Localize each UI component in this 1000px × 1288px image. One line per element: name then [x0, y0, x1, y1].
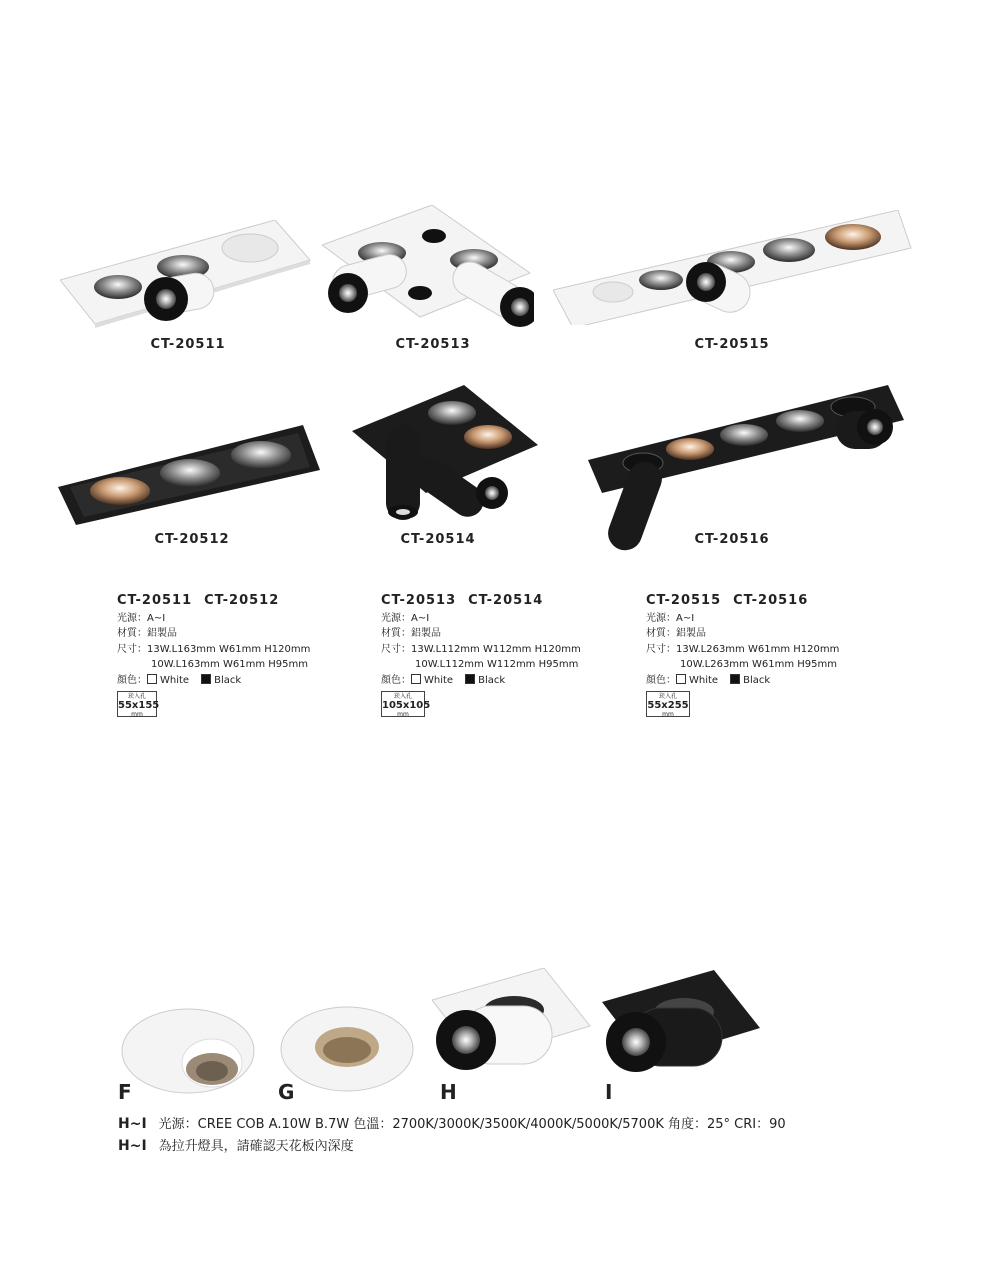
light-source-f-image	[120, 1005, 260, 1095]
spec-size: 10W.L112mm W112mm H95mm	[415, 659, 579, 670]
spec-color: 顏色： White Black	[646, 674, 771, 686]
white-swatch-icon	[676, 674, 686, 684]
spec-block	[646, 593, 839, 717]
spec-note	[118, 1135, 354, 1154]
model-label: CT-20515	[694, 337, 770, 352]
model-label: CT-20516	[694, 532, 770, 547]
light-source-letter: H	[440, 1080, 457, 1104]
product-image-ct-20516	[588, 385, 908, 555]
spec-material: 材質：鋁製品	[646, 628, 706, 639]
spec-models: CT-20515 CT-20516	[646, 593, 809, 608]
light-source-letter: F	[118, 1080, 132, 1104]
light-source-i-image	[602, 970, 762, 1080]
cutout-badge: 崁入孔 105x105 mm	[382, 693, 431, 718]
spec-size: 尺寸：13W.L163mm W61mm H120mm	[117, 643, 311, 655]
spec-models: CT-20511 CT-20512	[117, 593, 280, 608]
product-image-ct-20513	[322, 205, 534, 335]
note-tag: H~I	[118, 1138, 147, 1154]
white-swatch-icon	[147, 674, 157, 684]
spec-material: 材質：鋁製品	[381, 628, 441, 639]
light-source-h-image	[432, 968, 592, 1078]
model-label: CT-20514	[400, 532, 476, 547]
note-text: 光源：CREE COB A.10W B.7W 色溫：2700K/3000K/3500K/4000K/5000K/5700K 角度：25° CRI：90	[158, 1117, 786, 1132]
cutout-badge: 崁入孔 55x255 mm	[647, 693, 689, 718]
model-label: CT-20511	[150, 337, 226, 352]
product-image-ct-20514	[352, 385, 542, 525]
light-source-letter: I	[605, 1080, 613, 1104]
model-label: CT-20512	[154, 532, 230, 547]
black-swatch-icon	[465, 674, 475, 684]
black-swatch-icon	[730, 674, 740, 684]
spec-models: CT-20513 CT-20514	[381, 593, 544, 608]
spec-block	[117, 593, 310, 717]
spec-light-source: 光源：A~I	[381, 612, 430, 624]
product-image-ct-20515	[553, 210, 913, 325]
product-image-ct-20512	[58, 425, 323, 525]
product-image-ct-20511	[60, 220, 315, 330]
spec-size: 尺寸：13W.L112mm W112mm H120mm	[381, 643, 581, 655]
note-tag: H~I	[118, 1116, 147, 1132]
spec-light-source: 光源：A~I	[117, 612, 166, 624]
spec-size: 10W.L163mm W61mm H95mm	[151, 659, 308, 670]
note-text: 為拉升燈具，請確認天花板內深度	[158, 1139, 354, 1154]
spec-color: 顏色： White Black	[117, 674, 242, 686]
light-source-g-image	[280, 1003, 416, 1093]
spec-color: 顏色： White Black	[381, 674, 506, 686]
light-source-letter: G	[278, 1080, 295, 1104]
spec-light-source: 光源：A~I	[646, 612, 695, 624]
white-swatch-icon	[411, 674, 421, 684]
spec-material: 材質：鋁製品	[117, 628, 177, 639]
cutout-badge: 崁入孔 55x155 mm	[118, 693, 160, 718]
spec-size: 10W.L263mm W61mm H95mm	[680, 659, 837, 670]
model-label: CT-20513	[395, 337, 471, 352]
spec-size: 尺寸：13W.L263mm W61mm H120mm	[646, 643, 840, 655]
black-swatch-icon	[201, 674, 211, 684]
spec-block	[381, 593, 581, 717]
spec-note	[118, 1113, 786, 1132]
